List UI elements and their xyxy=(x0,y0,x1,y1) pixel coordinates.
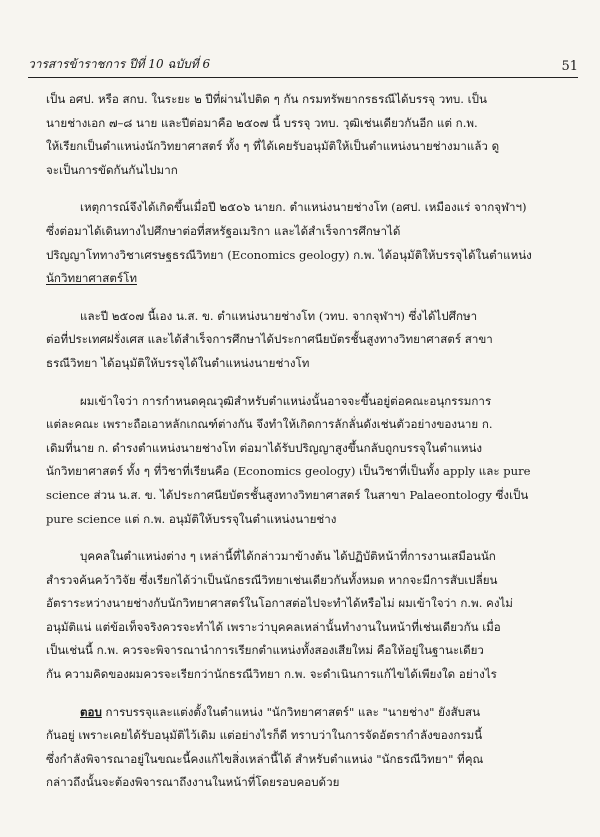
paragraph-gap xyxy=(46,182,570,196)
paragraph xyxy=(46,545,570,687)
paragraph-gap xyxy=(46,376,570,390)
answer-label: ตอบ xyxy=(80,704,102,719)
text-line: ธรณีวิทยา ได้อนุมัติให้บรรจุได้ในตำแหน่งนายช่างโท xyxy=(46,355,310,370)
text-line: ซึ่งกำลังพิจารณาอยู่ในขณะนี้คงแก้ไขสิ่งเหล่านี้ได้ สำหรับตำแหน่ง "นักธรณีวิทยา" ที่คุณ xyxy=(46,751,484,766)
paragraph-gap xyxy=(46,291,570,305)
page-number: 51 xyxy=(561,59,578,74)
header-rule xyxy=(28,77,578,78)
text-line: ปริญญาโททางวิชาเศรษฐธรณีวิทยา (Economics geology) ก.พ. ได้อนุมัติให้บรรจุได้ในตำแหน่ง xyxy=(46,247,532,262)
text-line: สำรวจค้นคว้าวิจัย ซึ่งเรียกได้ว่าเป็นนักธรณีวิทยาเช่นเดียวกันทั้งหมด หากจะมีการสับเปลี่ยน xyxy=(46,572,498,587)
text-line: ให้เรียกเป็นตำแหน่งนักวิทยาศาสตร์ ทั้ง ๆ ที่ได้เคยรับอนุมัติให้เป็นตำแหน่งนายช่างมาแล้ว ดู xyxy=(46,139,500,154)
text-line: อัตราระหว่างนายช่างกับนักวิทยาศาสตร์ในโอกาสต่อไปจะทำได้หรือไม่ ผมเข้าใจว่า ก.พ. คงไม่ xyxy=(46,596,513,611)
text-line xyxy=(46,701,570,725)
text-line: จะเป็นการขัดกันกันไปมาก xyxy=(46,162,178,177)
text-line: pure science แต่ ก.พ. อนุมัติให้บรรจุในตำแหน่งนายช่าง xyxy=(46,511,337,526)
text-line: เป็น อศป. หรือ สกบ. ในระยะ ๒ ปีที่ผ่านไปติด ๆ กัน กรมทรัพยากรธรณีได้บรรจุ วทบ. เป็น xyxy=(46,92,487,106)
text-line: กล่าวถึงนั้นจะต้องพิจารณาถึงงานในหน้าที่โดยรอบคอบด้วย xyxy=(46,775,340,790)
paragraph xyxy=(46,196,570,290)
text-line: อนุมัติแน่ แต่ข้อเท็จจริงควรจะทำได้ เพราะว่าบุคคลเหล่านั้นทำงานในหน้าที่เช่นเดียวกัน เมื่อ xyxy=(46,619,501,634)
answer-first-line: การบรรจุและแต่งตั้งในตำแหน่ง "นักวิทยาศาสตร์" และ "นายช่าง" ยังสับสน xyxy=(101,704,481,719)
text-line: กันอยู่ เพราะเคยได้รับอนุมัติไว้เดิม แต่อย่างไรก็ดี ทราบว่าในการจัดอัตรากำลังของกรมนี้ xyxy=(46,728,483,743)
text-line: และปี ๒๕๐๗ นี้เอง น.ส. ข. ตำแหน่งนายช่างโท (วทบ. จากจุฬาฯ) ซึ่งได้ไปศึกษา xyxy=(80,308,478,323)
text-line: แต่ละคณะ เพราะถือเอาหลักเกณฑ์ต่างกัน จึงทำให้เกิดการลักลั่นดังเช่นตัวอย่างของนาย ก. xyxy=(46,417,493,432)
paragraph xyxy=(46,305,570,376)
text-line: เหตุการณ์จึงได้เกิดขึ้นเมื่อปี ๒๕๐๖ นายก. ตำแหน่งนายช่างโท (อศป. เหมืองแร่ จากจุฬาฯ) xyxy=(80,200,527,215)
answer-paragraph xyxy=(46,701,570,795)
paragraph-gap xyxy=(46,687,570,701)
text-line: นายช่างเอก ๗–๘ นาย และปีต่อมาคือ ๒๕๐๗ นี้ บรรจุ วทบ. วุฒิเช่นเดียวกันอีก แต่ ก.พ. xyxy=(46,115,478,130)
text-line: ซึ่งต่อมาได้เดินทางไปศึกษาต่อที่สหรัฐอเมริกา และได้สำเร็จการศึกษาได้ xyxy=(46,223,401,238)
article-body xyxy=(46,88,570,795)
page-header xyxy=(28,52,578,74)
text-line: ต่อที่ประเทศฝรั่งเศส และได้สำเร็จการศึกษาได้ประกาศนียบัตรชั้นสูงทางวิทยาศาสตร์ สาขา xyxy=(46,332,493,347)
text-line: กัน ความคิดของผมควรจะเรียกว่านักธรณีวิทยา ก.พ. จะดำเนินการแก้ไขได้เพียงใด อย่างไร xyxy=(46,667,497,682)
text-line: เป็นเช่นนี้ ก.พ. ควรจะพิจารณานำการเรียกตำแหน่งทั้งสองเสียใหม่ คือให้อยู่ในฐานะเดียว xyxy=(46,643,484,658)
text-line: นักวิทยาศาสตร์ ทั้ง ๆ ที่วิชาที่เรียนคือ (Economics geology) เป็นวิชาที่เป็นทั้ง apply และ pure xyxy=(46,464,531,479)
text-line: science ส่วน น.ส. ข. ได้ประกาศนียบัตรชั้นสูงทางวิทยาศาสตร์ ในสาขา Palaeontology ซึ่งเป็น xyxy=(46,487,529,502)
text-line: บุคคลในตำแหน่งต่าง ๆ เหล่านี้ที่ได้กล่าวมาข้างต้น ได้ปฏิบัติหน้าที่การงานเสมือนนัก xyxy=(80,549,496,564)
journal-title: วารสารข้าราชการ ปีที่ 10 ฉบับที่ 6 xyxy=(28,57,211,71)
text-line: เดิมที่นาย ก. ดำรงตำแหน่งนายช่างโท ต่อมาได้รับปริญญาสูงขึ้นกลับถูกบรรจุในตำแหน่ง xyxy=(46,440,483,455)
paragraph xyxy=(46,88,570,182)
text-line: ผมเข้าใจว่า การกำหนดคุณวุฒิสำหรับตำแหน่งนั้นอาจจะขึ้นอยู่ต่อคณะอนุกรรมการ xyxy=(80,393,492,408)
paragraph xyxy=(46,390,570,532)
paragraph-gap xyxy=(46,531,570,545)
text-line-underlined: นักวิทยาศาสตร์โท xyxy=(46,271,137,286)
